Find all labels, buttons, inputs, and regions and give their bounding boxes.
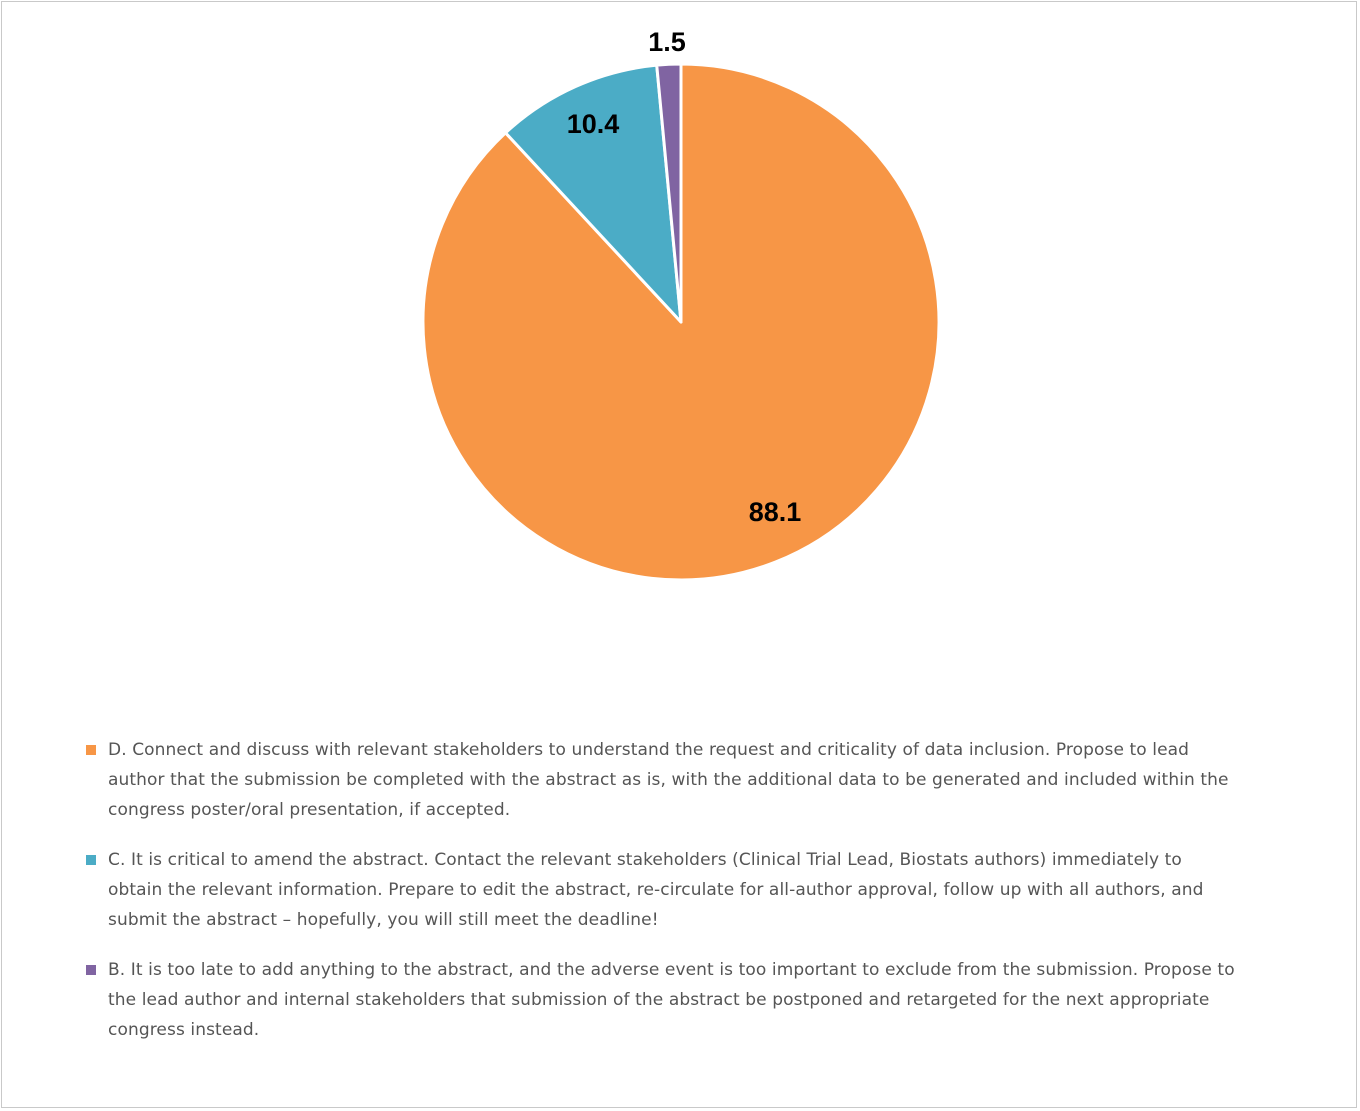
- pie-value-label-1: 10.4: [566, 109, 620, 139]
- legend-item-c: [86, 845, 1236, 935]
- legend-swatch-b: [86, 965, 96, 975]
- pie-value-label-0: 88.1: [748, 497, 802, 527]
- legend-label-c: C. It is critical to amend the abstract. Contact the relevant stakeholders (Clinical Trial Lead, Biostats authors) immediately to obtain the relevant information. Prepare to edit the abstract, re-circulate for all-author approval, follow up with all authors, and submit the abstract – hopefully, you will still meet the deadline!: [108, 850, 1204, 930]
- pie-value-label-2: 1.5: [648, 27, 686, 57]
- legend-label-b: B. It is too late to add anything to the abstract, and the adverse event is too important to exclude from the submission. Propose to the lead author and internal stakeholders that submission of the abstract be postponed and retargeted for the next appropriate congress instead.: [108, 960, 1235, 1040]
- legend-swatch-c: [86, 855, 96, 865]
- legend: [86, 735, 1236, 1065]
- legend-item-d: [86, 735, 1236, 825]
- legend-item-b: [86, 955, 1236, 1045]
- legend-label-d: D. Connect and discuss with relevant stakeholders to understand the request and criticality of data inclusion. Propose to lead author that the submission be completed with the abstract as is, with the additional data to be generated and included within the congress poster/oral presentation, if accepted.: [108, 740, 1229, 820]
- pie-slices: [423, 64, 939, 580]
- legend-swatch-d: [86, 745, 96, 755]
